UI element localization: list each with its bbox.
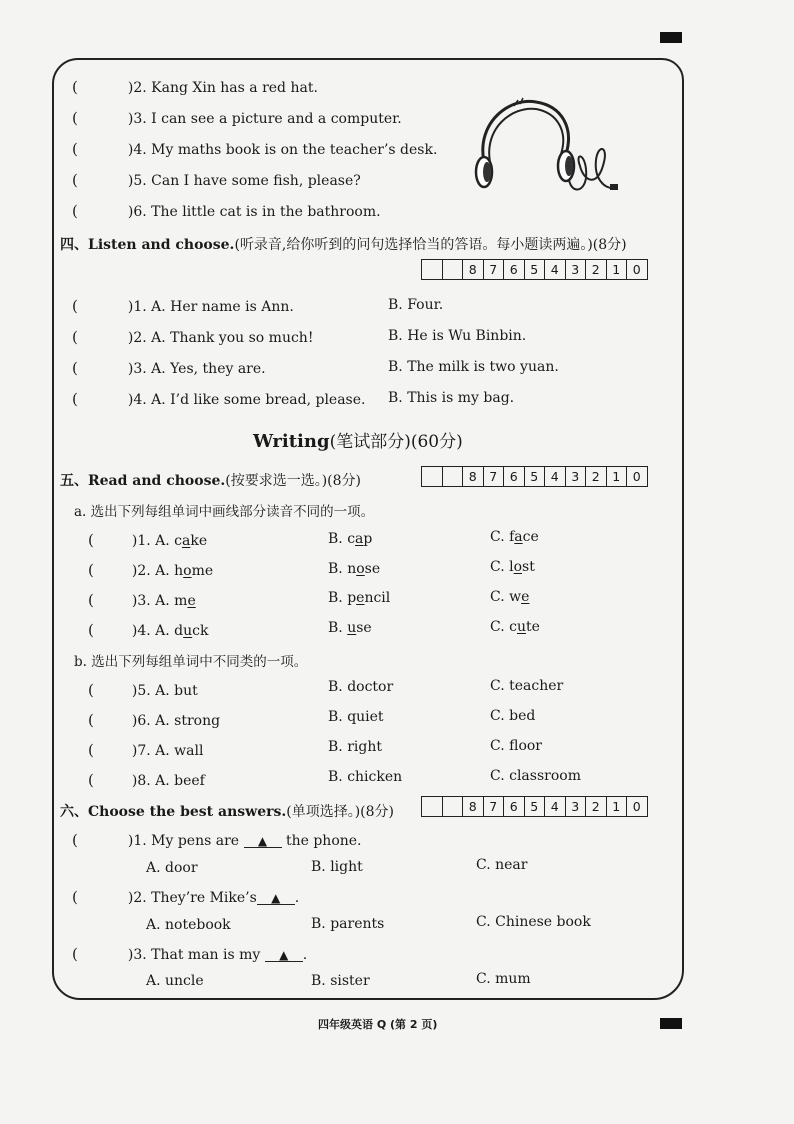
option-c: C. mum bbox=[476, 971, 531, 987]
score-box: 8 7 6 5 4 3 2 1 0 bbox=[421, 466, 648, 487]
section5-heading: 五、Read and choose.(按要求选一选。)(8分) bbox=[60, 473, 361, 489]
option-b: B. light bbox=[311, 859, 363, 875]
option-c: C. lost bbox=[490, 559, 535, 575]
answer-bracket[interactable]: ( bbox=[72, 888, 78, 906]
section4-heading: 四、Listen and choose.(听录音,给你听到的问句选择恰当的答语。每小题读两遍。)(8分) bbox=[60, 237, 627, 253]
list-item: ( )4. A. duck bbox=[88, 621, 209, 639]
answer-bracket[interactable]: ( bbox=[72, 78, 78, 96]
answer-bracket[interactable]: ( bbox=[88, 711, 94, 729]
option-b: B. right bbox=[328, 739, 382, 755]
list-item: ( )6. The little cat is in the bathroom. bbox=[72, 202, 381, 220]
option-c: C. face bbox=[490, 529, 539, 545]
answer-bracket[interactable]: ( bbox=[88, 771, 94, 789]
section6-heading: 六、Choose the best answers.(单项选择。)(8分) bbox=[60, 804, 394, 820]
answer-bracket[interactable]: ( bbox=[88, 561, 94, 579]
answer-bracket[interactable]: ( bbox=[72, 109, 78, 127]
part-b-instruction: b. 选出下列每组单词中不同类的一项。 bbox=[74, 654, 308, 670]
list-item: ( )3. A. me bbox=[88, 591, 196, 609]
option-b: B. parents bbox=[311, 916, 385, 932]
answer-bracket[interactable]: ( bbox=[72, 202, 78, 220]
list-item: ( )6. A. strong bbox=[88, 711, 221, 729]
answer-bracket[interactable]: ( bbox=[72, 328, 78, 346]
option-b: B. pencil bbox=[328, 590, 391, 606]
headphones-icon bbox=[470, 92, 620, 197]
list-item: ( )3. I can see a picture and a computer. bbox=[72, 109, 402, 127]
list-item: ( )2. Kang Xin has a red hat. bbox=[72, 78, 318, 96]
list-item: ( )1. A. Her name is Ann. bbox=[72, 297, 294, 315]
option-c: C. floor bbox=[490, 738, 543, 754]
writing-title: Writing(笔试部分)(60分) bbox=[253, 431, 463, 452]
list-item: ( )1. A. cake bbox=[88, 531, 208, 549]
option-b: B. use bbox=[328, 620, 372, 636]
option-a: A. uncle bbox=[146, 973, 204, 989]
option-a: A. door bbox=[146, 860, 198, 876]
list-item: ( )5. Can I have some fish, please? bbox=[72, 171, 361, 189]
option-b: B. The milk is two yuan. bbox=[388, 359, 559, 375]
list-item: ( )3. That man is my ▲ . bbox=[72, 945, 308, 963]
corner-mark-bottom bbox=[660, 1018, 682, 1029]
answer-bracket[interactable]: ( bbox=[72, 140, 78, 158]
list-item: ( )8. A. beef bbox=[88, 771, 205, 789]
option-b: B. chicken bbox=[328, 769, 403, 785]
option-c: C. Chinese book bbox=[476, 914, 591, 930]
list-item: ( )4. A. I’d like some bread, please. bbox=[72, 390, 366, 408]
answer-bracket[interactable]: ( bbox=[88, 621, 94, 639]
list-item: ( )1. My pens are ▲ the phone. bbox=[72, 831, 362, 849]
answer-blank[interactable]: ▲ bbox=[265, 949, 303, 962]
list-item: ( )7. A. wall bbox=[88, 741, 204, 759]
answer-bracket[interactable]: ( bbox=[72, 390, 78, 408]
option-b: B. He is Wu Binbin. bbox=[388, 328, 527, 344]
answer-bracket[interactable]: ( bbox=[72, 297, 78, 315]
answer-bracket[interactable]: ( bbox=[88, 591, 94, 609]
answer-bracket[interactable]: ( bbox=[88, 681, 94, 699]
answer-bracket[interactable]: ( bbox=[72, 945, 78, 963]
option-b: B. Four. bbox=[388, 297, 444, 313]
answer-bracket[interactable]: ( bbox=[88, 531, 94, 549]
option-b: B. sister bbox=[311, 973, 370, 989]
answer-bracket[interactable]: ( bbox=[88, 741, 94, 759]
list-item: ( )2. They’re Mike’s ▲ . bbox=[72, 888, 300, 906]
list-item: ( )5. A. but bbox=[88, 681, 198, 699]
answer-blank[interactable]: ▲ bbox=[244, 835, 282, 848]
score-box: 8 7 6 5 4 3 2 1 0 bbox=[421, 259, 648, 280]
option-c: C. teacher bbox=[490, 678, 564, 694]
option-a: A. notebook bbox=[146, 917, 231, 933]
corner-mark-top bbox=[660, 32, 682, 43]
option-c: C. cute bbox=[490, 619, 540, 635]
option-c: C. near bbox=[476, 857, 528, 873]
option-b: B. doctor bbox=[328, 679, 394, 695]
answer-blank[interactable]: ▲ bbox=[257, 892, 295, 905]
option-b: B. quiet bbox=[328, 709, 384, 725]
list-item: ( )3. A. Yes, they are. bbox=[72, 359, 266, 377]
option-b: B. This is my bag. bbox=[388, 390, 515, 406]
answer-bracket[interactable]: ( bbox=[72, 171, 78, 189]
list-item: ( )2. A. home bbox=[88, 561, 214, 579]
list-item: ( )2. A. Thank you so much! bbox=[72, 328, 314, 346]
answer-bracket[interactable]: ( bbox=[72, 359, 78, 377]
content-frame bbox=[52, 58, 684, 1000]
option-c: C. classroom bbox=[490, 768, 581, 784]
answer-bracket[interactable]: ( bbox=[72, 831, 78, 849]
score-box: 8 7 6 5 4 3 2 1 0 bbox=[421, 796, 648, 817]
option-b: B. cap bbox=[328, 531, 373, 547]
option-c: C. we bbox=[490, 589, 530, 605]
option-b: B. nose bbox=[328, 561, 381, 577]
option-c: C. bed bbox=[490, 708, 536, 724]
list-item: ( )4. My maths book is on the teacher’s desk. bbox=[72, 140, 438, 158]
part-a-instruction: a. 选出下列每组单词中画线部分读音不同的一项。 bbox=[74, 504, 375, 520]
page-footer: 四年级英语 Q (第 2 页) bbox=[318, 1018, 438, 1031]
